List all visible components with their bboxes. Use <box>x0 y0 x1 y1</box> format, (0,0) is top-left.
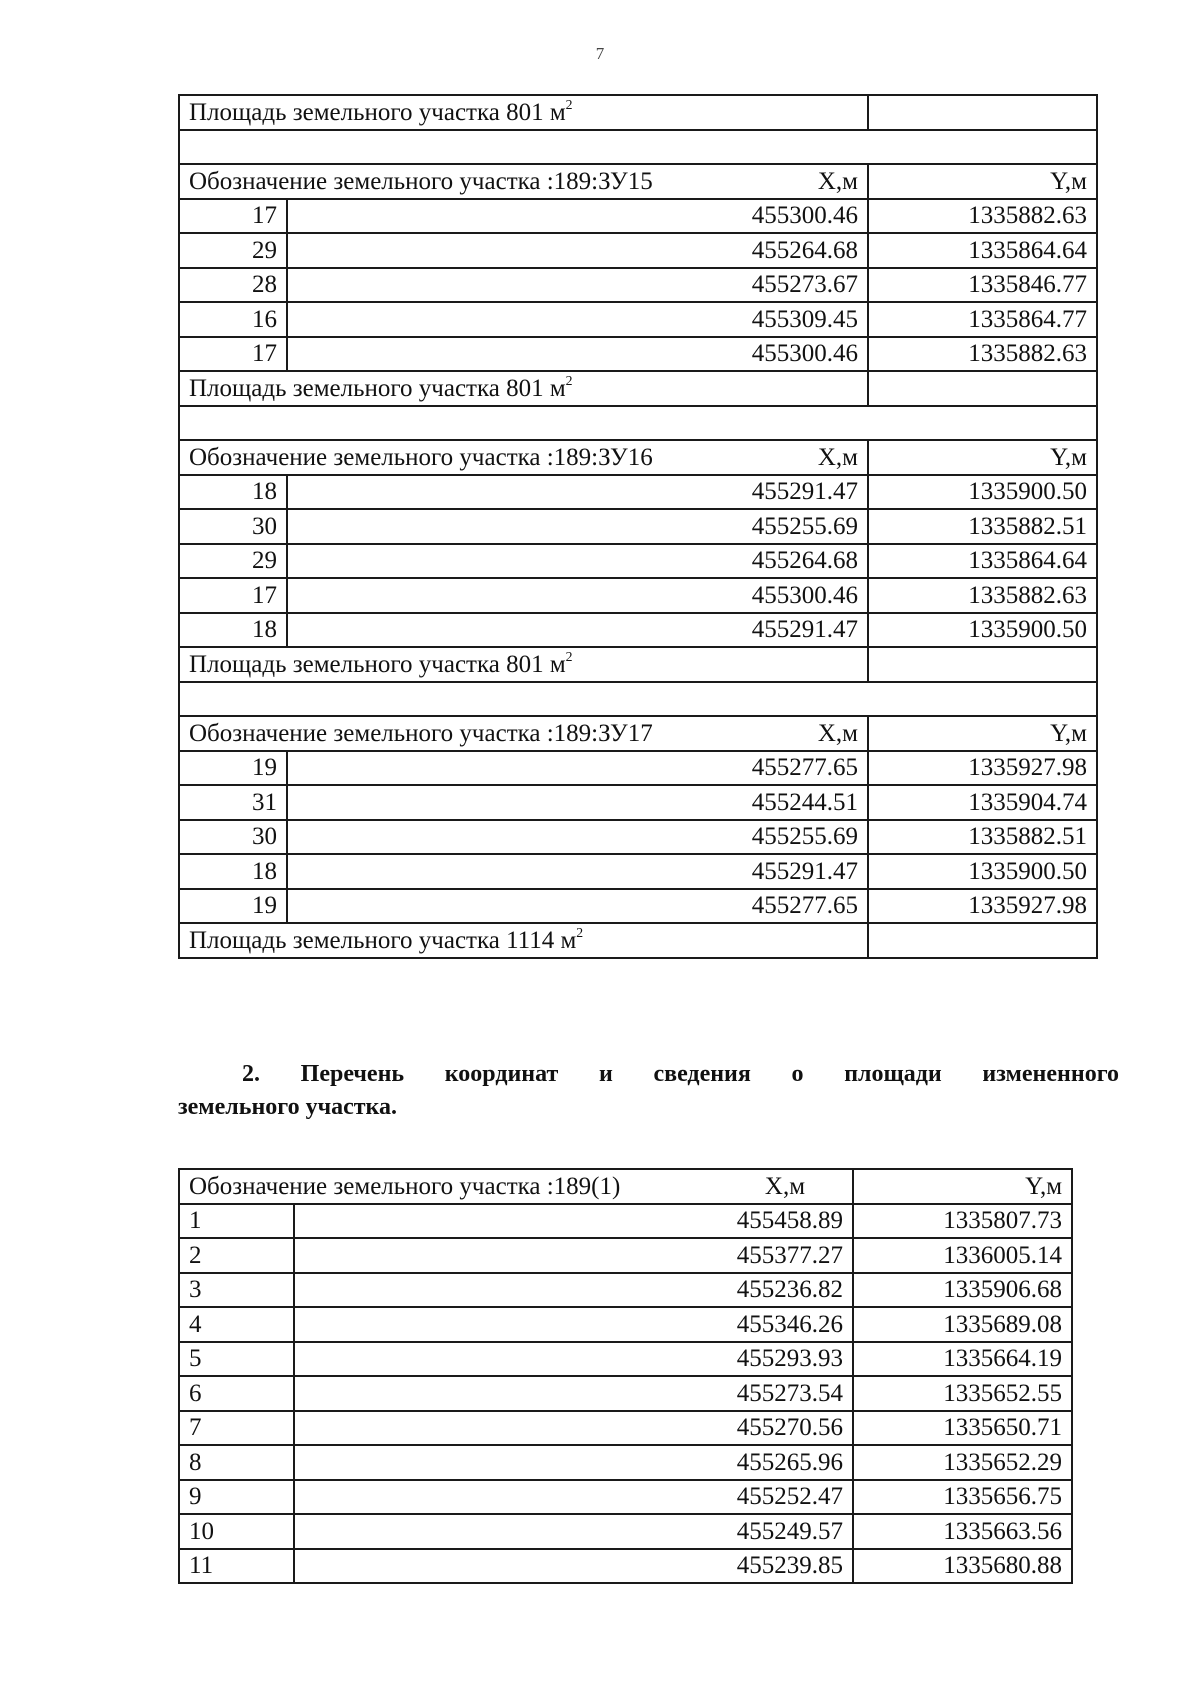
point-number: 18 <box>179 475 287 510</box>
y-coordinate: 1336005.14 <box>853 1238 1072 1273</box>
y-coordinate: 1335906.68 <box>853 1273 1072 1308</box>
plot-designation-cell <box>179 716 868 751</box>
x-coordinate: 455346.26 <box>294 1307 853 1342</box>
point-number: 5 <box>179 1342 294 1377</box>
point-number: 9 <box>179 1480 294 1515</box>
x-coordinate: 455300.46 <box>287 199 868 234</box>
table-row <box>179 1273 1072 1308</box>
point-number: 4 <box>179 1307 294 1342</box>
section-2-heading-line-1: 2. Перечень координат и сведения о площади измененного <box>242 1061 1119 1087</box>
y-coordinate: 1335650.71 <box>853 1411 1072 1446</box>
y-coordinate: 1335680.88 <box>853 1549 1072 1584</box>
table-row <box>179 1549 1072 1584</box>
point-number: 8 <box>179 1445 294 1480</box>
table-row <box>179 199 1097 234</box>
point-number: 18 <box>179 613 287 648</box>
y-coordinate: 1335656.75 <box>853 1480 1072 1515</box>
y-coordinate: 1335927.98 <box>868 889 1097 924</box>
plot-designation: Обозначение земельного участка :189:ЗУ15 <box>189 167 653 195</box>
table-row <box>179 337 1097 372</box>
point-number: 1 <box>179 1204 294 1239</box>
table-row <box>179 578 1097 613</box>
y-coordinate: 1335846.77 <box>868 268 1097 303</box>
area-label-text: Площадь земельного участка 801 м <box>189 650 566 678</box>
point-number: 28 <box>179 268 287 303</box>
point-number: 29 <box>179 544 287 579</box>
x-coordinate: 455277.65 <box>287 751 868 786</box>
x-coordinate: 455300.46 <box>287 337 868 372</box>
table-row <box>179 1514 1072 1549</box>
x-column-header: X,м <box>817 719 858 747</box>
table-row <box>179 1204 1072 1239</box>
y-coordinate: 1335864.77 <box>868 302 1097 337</box>
table-row <box>179 509 1097 544</box>
point-number: 2 <box>179 1238 294 1273</box>
x-column-header: X,м <box>817 443 858 471</box>
y-column-header: Y,м <box>868 164 1097 199</box>
x-column-header: X,м <box>764 1172 806 1200</box>
area-unit-superscript: 2 <box>565 372 573 388</box>
x-coordinate: 455377.27 <box>294 1238 853 1273</box>
point-number: 7 <box>179 1411 294 1446</box>
x-coordinate: 455273.67 <box>287 268 868 303</box>
coordinates-table-zu15-zu17 <box>178 94 1098 959</box>
y-coordinate: 1335882.63 <box>868 199 1097 234</box>
y-coordinate: 1335807.73 <box>853 1204 1072 1239</box>
plot-header-row <box>179 716 1097 751</box>
page-number: 7 <box>595 44 605 63</box>
table-row <box>179 751 1097 786</box>
area-label-cell <box>179 647 868 682</box>
plot-designation-cell <box>179 440 868 475</box>
area-empty-cell <box>868 923 1097 958</box>
spacer-cell <box>179 682 1097 717</box>
y-coordinate: 1335900.50 <box>868 475 1097 510</box>
x-coordinate: 455249.57 <box>294 1514 853 1549</box>
table-row <box>179 1411 1072 1446</box>
area-empty-cell <box>868 95 1097 130</box>
point-number: 30 <box>179 509 287 544</box>
y-column-header: Y,м <box>868 440 1097 475</box>
table-row <box>179 613 1097 648</box>
x-coordinate: 455244.51 <box>287 785 868 820</box>
spacer-cell <box>179 406 1097 441</box>
x-coordinate: 455264.68 <box>287 544 868 579</box>
plot-header-row <box>179 1169 1072 1204</box>
y-coordinate: 1335882.63 <box>868 337 1097 372</box>
area-label-text: Площадь земельного участка 801 м <box>189 98 566 126</box>
y-column-header: Y,м <box>868 716 1097 751</box>
table-row <box>179 1376 1072 1411</box>
spacer-row <box>179 406 1097 441</box>
area-row <box>179 923 1097 958</box>
table-row <box>179 1342 1072 1377</box>
x-coordinate: 455239.85 <box>294 1549 853 1584</box>
point-number: 18 <box>179 854 287 889</box>
table-row <box>179 854 1097 889</box>
plot-designation: Обозначение земельного участка :189:ЗУ17 <box>189 719 653 747</box>
plot-header-row <box>179 440 1097 475</box>
x-coordinate: 455255.69 <box>287 509 868 544</box>
plot-designation: Обозначение земельного участка :189(1) <box>189 1172 621 1200</box>
x-coordinate: 455270.56 <box>294 1411 853 1446</box>
y-coordinate: 1335904.74 <box>868 785 1097 820</box>
table-row <box>179 1238 1072 1273</box>
y-coordinate: 1335927.98 <box>868 751 1097 786</box>
table-row <box>179 544 1097 579</box>
plot-designation: Обозначение земельного участка :189:ЗУ16 <box>189 443 653 471</box>
table-row <box>179 475 1097 510</box>
x-coordinate: 455264.68 <box>287 233 868 268</box>
area-unit-superscript: 2 <box>576 924 584 940</box>
x-coordinate: 455458.89 <box>294 1204 853 1239</box>
point-number: 19 <box>179 751 287 786</box>
plot-header-row <box>179 164 1097 199</box>
y-coordinate: 1335864.64 <box>868 233 1097 268</box>
table-row <box>179 268 1097 303</box>
table-row <box>179 785 1097 820</box>
coordinates-table-189-1 <box>178 1168 1073 1584</box>
y-coordinate: 1335664.19 <box>853 1342 1072 1377</box>
table-row <box>179 233 1097 268</box>
point-number: 19 <box>179 889 287 924</box>
point-number: 11 <box>179 1549 294 1584</box>
x-coordinate: 455265.96 <box>294 1445 853 1480</box>
x-coordinate: 455236.82 <box>294 1273 853 1308</box>
plot-designation-cell <box>179 164 868 199</box>
x-coordinate: 455293.93 <box>294 1342 853 1377</box>
x-coordinate: 455255.69 <box>287 820 868 855</box>
section-2-heading-line-2: земельного участка. <box>178 1094 398 1120</box>
table-row <box>179 889 1097 924</box>
point-number: 31 <box>179 785 287 820</box>
area-label-cell <box>179 95 868 130</box>
point-number: 3 <box>179 1273 294 1308</box>
table-row <box>179 1480 1072 1515</box>
point-number: 30 <box>179 820 287 855</box>
y-coordinate: 1335652.29 <box>853 1445 1072 1480</box>
y-coordinate: 1335882.51 <box>868 820 1097 855</box>
x-column-header: X,м <box>817 167 858 195</box>
spacer-row <box>179 682 1097 717</box>
y-coordinate: 1335864.64 <box>868 544 1097 579</box>
point-number: 17 <box>179 578 287 613</box>
x-coordinate: 455300.46 <box>287 578 868 613</box>
area-empty-cell <box>868 371 1097 406</box>
x-coordinate: 455309.45 <box>287 302 868 337</box>
y-coordinate: 1335882.63 <box>868 578 1097 613</box>
point-number: 17 <box>179 337 287 372</box>
area-unit-superscript: 2 <box>565 648 573 664</box>
point-number: 29 <box>179 233 287 268</box>
y-coordinate: 1335900.50 <box>868 613 1097 648</box>
point-number: 6 <box>179 1376 294 1411</box>
x-coordinate: 455291.47 <box>287 854 868 889</box>
y-coordinate: 1335900.50 <box>868 854 1097 889</box>
y-coordinate: 1335663.56 <box>853 1514 1072 1549</box>
point-number: 17 <box>179 199 287 234</box>
area-label-text: Площадь земельного участка 801 м <box>189 374 566 402</box>
table-row <box>179 1445 1072 1480</box>
section-2-heading <box>178 1058 1119 1124</box>
area-unit-superscript: 2 <box>565 96 573 112</box>
table-row <box>179 1307 1072 1342</box>
table-row <box>179 302 1097 337</box>
area-row <box>179 647 1097 682</box>
x-coordinate: 455291.47 <box>287 613 868 648</box>
area-label-cell <box>179 923 868 958</box>
y-coordinate: 1335689.08 <box>853 1307 1072 1342</box>
table-row <box>179 820 1097 855</box>
spacer-row <box>179 130 1097 165</box>
y-coordinate: 1335882.51 <box>868 509 1097 544</box>
x-coordinate: 455291.47 <box>287 475 868 510</box>
x-coordinate: 455273.54 <box>294 1376 853 1411</box>
point-number: 10 <box>179 1514 294 1549</box>
x-coordinate: 455277.65 <box>287 889 868 924</box>
area-row <box>179 371 1097 406</box>
y-coordinate: 1335652.55 <box>853 1376 1072 1411</box>
y-column-header: Y,м <box>853 1169 1072 1204</box>
spacer-cell <box>179 130 1097 165</box>
area-label-text: Площадь земельного участка 1114 м <box>189 926 577 954</box>
x-coordinate: 455252.47 <box>294 1480 853 1515</box>
plot-designation-cell <box>179 1169 853 1204</box>
area-label-cell <box>179 371 868 406</box>
point-number: 16 <box>179 302 287 337</box>
area-empty-cell <box>868 647 1097 682</box>
area-row <box>179 95 1097 130</box>
